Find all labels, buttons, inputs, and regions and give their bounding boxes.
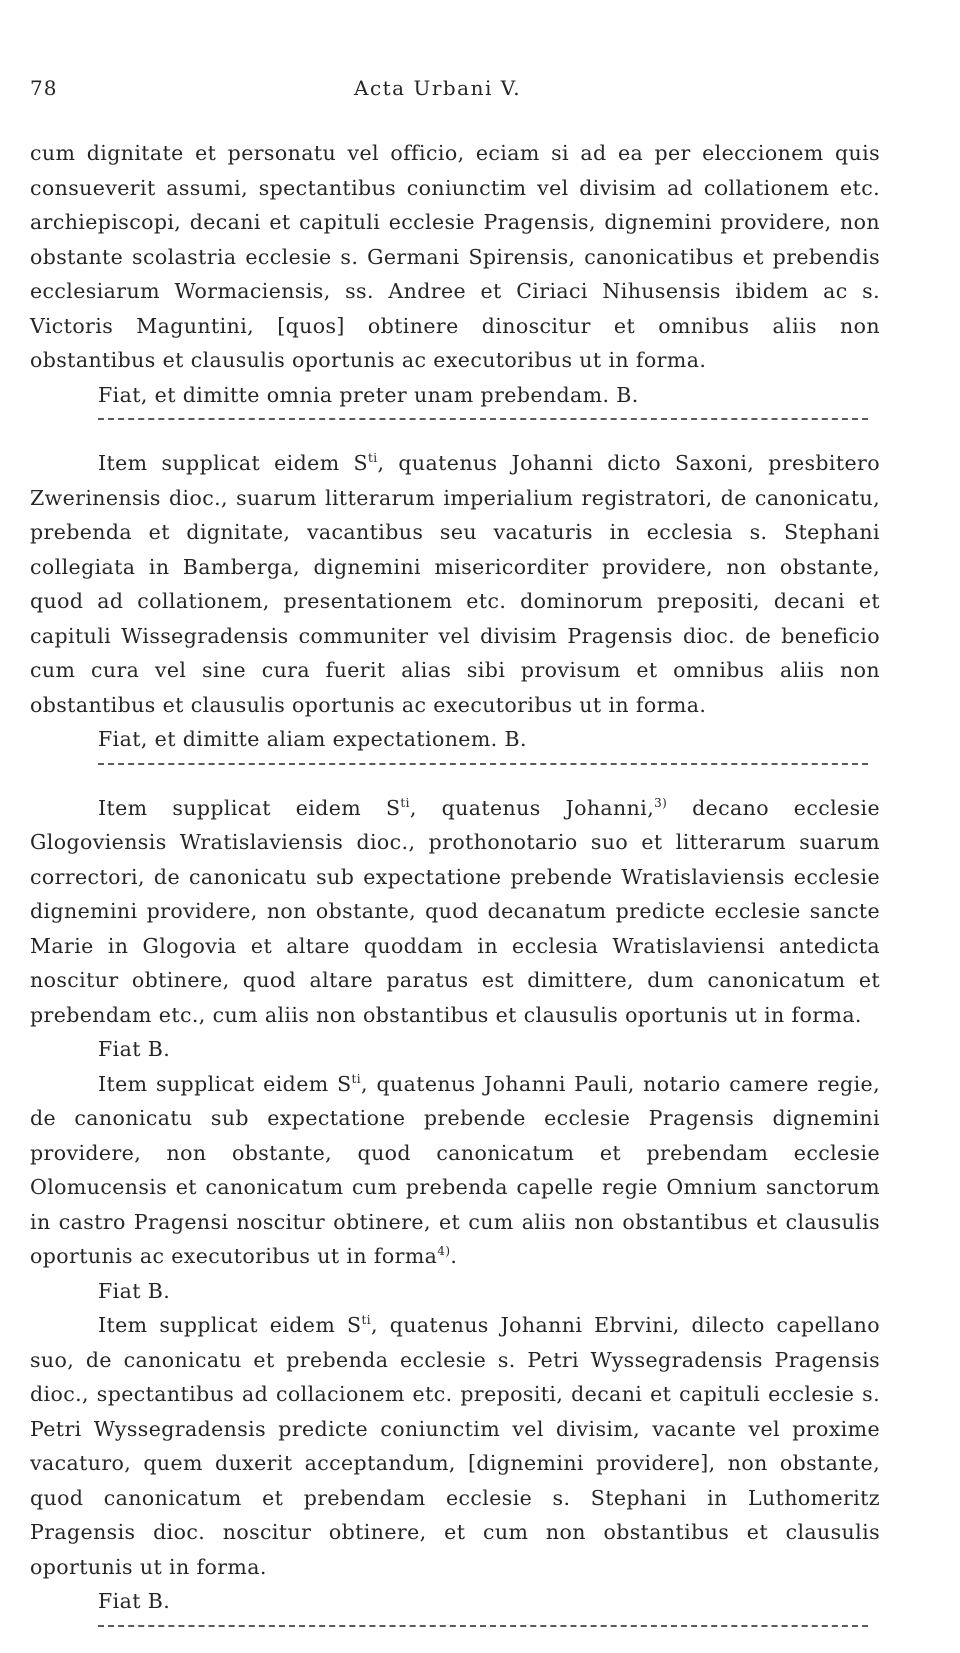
entry-closing: . — [450, 1244, 458, 1268]
entry-body-a: , quatenus Johanni, — [409, 795, 655, 820]
fiat-line: Fiat B. — [98, 1589, 171, 1613]
superscript: ti — [400, 795, 410, 810]
dashed-separator — [98, 418, 868, 436]
entry-text: cum dignitate et personatu vel officio, eciam si ad ea per eleccionem quis consueverit assumi, spectantibus coniunctim vel divisim ad collationem etc. archiepiscopi, decani et capituli ecclesie Pragensis, dignemini providere, non obstante scolastria ecclesie s. Germani Spirensis, canonicatibus et prebendis ecclesiarum Wormaciensis, ss. Andree et Ciriaci Nihusensis ibidem ac s. Victoris Maguntini, [quos] obtinere dinoscitur et omnibus aliis non obstantibus et clausulis oportunis ac executoribus ut in forma. — [30, 141, 880, 372]
entry — [30, 1308, 880, 1619]
document-body — [30, 136, 880, 1653]
entry-opening: Item supplicat eidem S — [98, 1071, 352, 1096]
entry — [30, 791, 880, 1067]
entry-text — [30, 1308, 880, 1584]
entry-body: , quatenus Johanni dicto Saxoni, presbitero Zwerinensis dioc., suarum litterarum imperialium registratori, de canonicatu, prebenda et dignitate, vacantibus seu vacaturis in ecclesia s. Stephani collegiata in Bamberga, dignemini misericorditer providere, non obstante, quod ad collationem, presentationem etc. dominorum prepositi, decani et capituli Wissegradensis communiter vel divisim Pragensis dioc. de beneficio cum cura vel sine cura fuerit alias sibi provisum et omnibus aliis non obstantibus et clausulis oportunis ac executoribus ut in forma. — [30, 451, 880, 717]
page-header — [0, 76, 960, 110]
entry-text — [30, 1067, 880, 1274]
entry-body: , quatenus Johanni Pauli, notario camere regie, de canonicatu sub expectatione prebende ecclesie Pragensis dignemini providere, non obstante, quod canonicatum et prebendam ecclesie Olomucensis et canonicatum cum prebenda capelle regie Omnium sanctorum in castro Pragensi noscitur obtinere, et cum aliis non obstantibus et clausulis oportunis ac executoribus ut in forma — [30, 1071, 880, 1268]
fiat-line: Fiat, et dimitte omnia preter unam prebendam. B. — [98, 382, 639, 407]
entry — [30, 136, 880, 412]
dashed-separator — [98, 1625, 868, 1643]
superscript: ti — [351, 1071, 362, 1086]
entry — [30, 1067, 880, 1309]
entry-body: decano ecclesie Glogoviensis Wratislaviensis dioc., prothonotario suo et litterarum suarum correctori, de canonicatu sub expectatione prebende Wratislaviensis ecclesie dignemini providere, non obstante, quod decanatum predicte ecclesie sancte Marie in Glogovia et altare quoddam in ecclesia Wratislaviensi antedicta noscitur obtinere, quod altare paratus est dimittere, dum canonicatum et prebendam etc., cum aliis non obstantibus et clausulis oportunis ut in forma. — [30, 795, 880, 1027]
entry — [30, 446, 880, 757]
entry-opening: Item supplicat eidem S — [98, 1313, 362, 1337]
entry-text — [30, 446, 880, 722]
entry-opening: Item supplicat eidem S — [98, 451, 368, 475]
footnote-marker: 3) — [654, 795, 668, 810]
fiat-line: Fiat B. — [98, 1278, 171, 1303]
fiat-line: Fiat B. — [98, 1037, 171, 1061]
entry-text — [30, 791, 880, 1033]
running-title: Acta Urbani V. — [354, 76, 522, 100]
footnote-marker: 4) — [437, 1244, 451, 1259]
entry-opening: Item supplicat eidem S — [98, 795, 401, 820]
superscript: ti — [361, 1313, 371, 1328]
fiat-line: Fiat, et dimitte aliam expectationem. B. — [98, 727, 527, 751]
superscript: ti — [368, 451, 378, 466]
dashed-separator — [98, 763, 868, 781]
entry-body: , quatenus Johanni Ebrvini, dilecto capellano suo, de canonicatu et prebenda ecclesie s. Petri Wyssegradensis Pragensis dioc., spectantibus ad collacionem etc. prepositi, decani et capituli ecclesie s. Petri Wyssegradensis predicte coniunctim vel divisim, vacante vel proxime vacaturo, quem duxerit acceptandum, [dignemini providere], non obstante, quod canonicatum et prebendam ecclesie s. Stephani in Luthomeritz Pragensis dioc. noscitur obtinere, et cum non obstantibus et clausulis oportunis ut in forma. — [30, 1313, 880, 1579]
page-number: 78 — [30, 76, 58, 100]
